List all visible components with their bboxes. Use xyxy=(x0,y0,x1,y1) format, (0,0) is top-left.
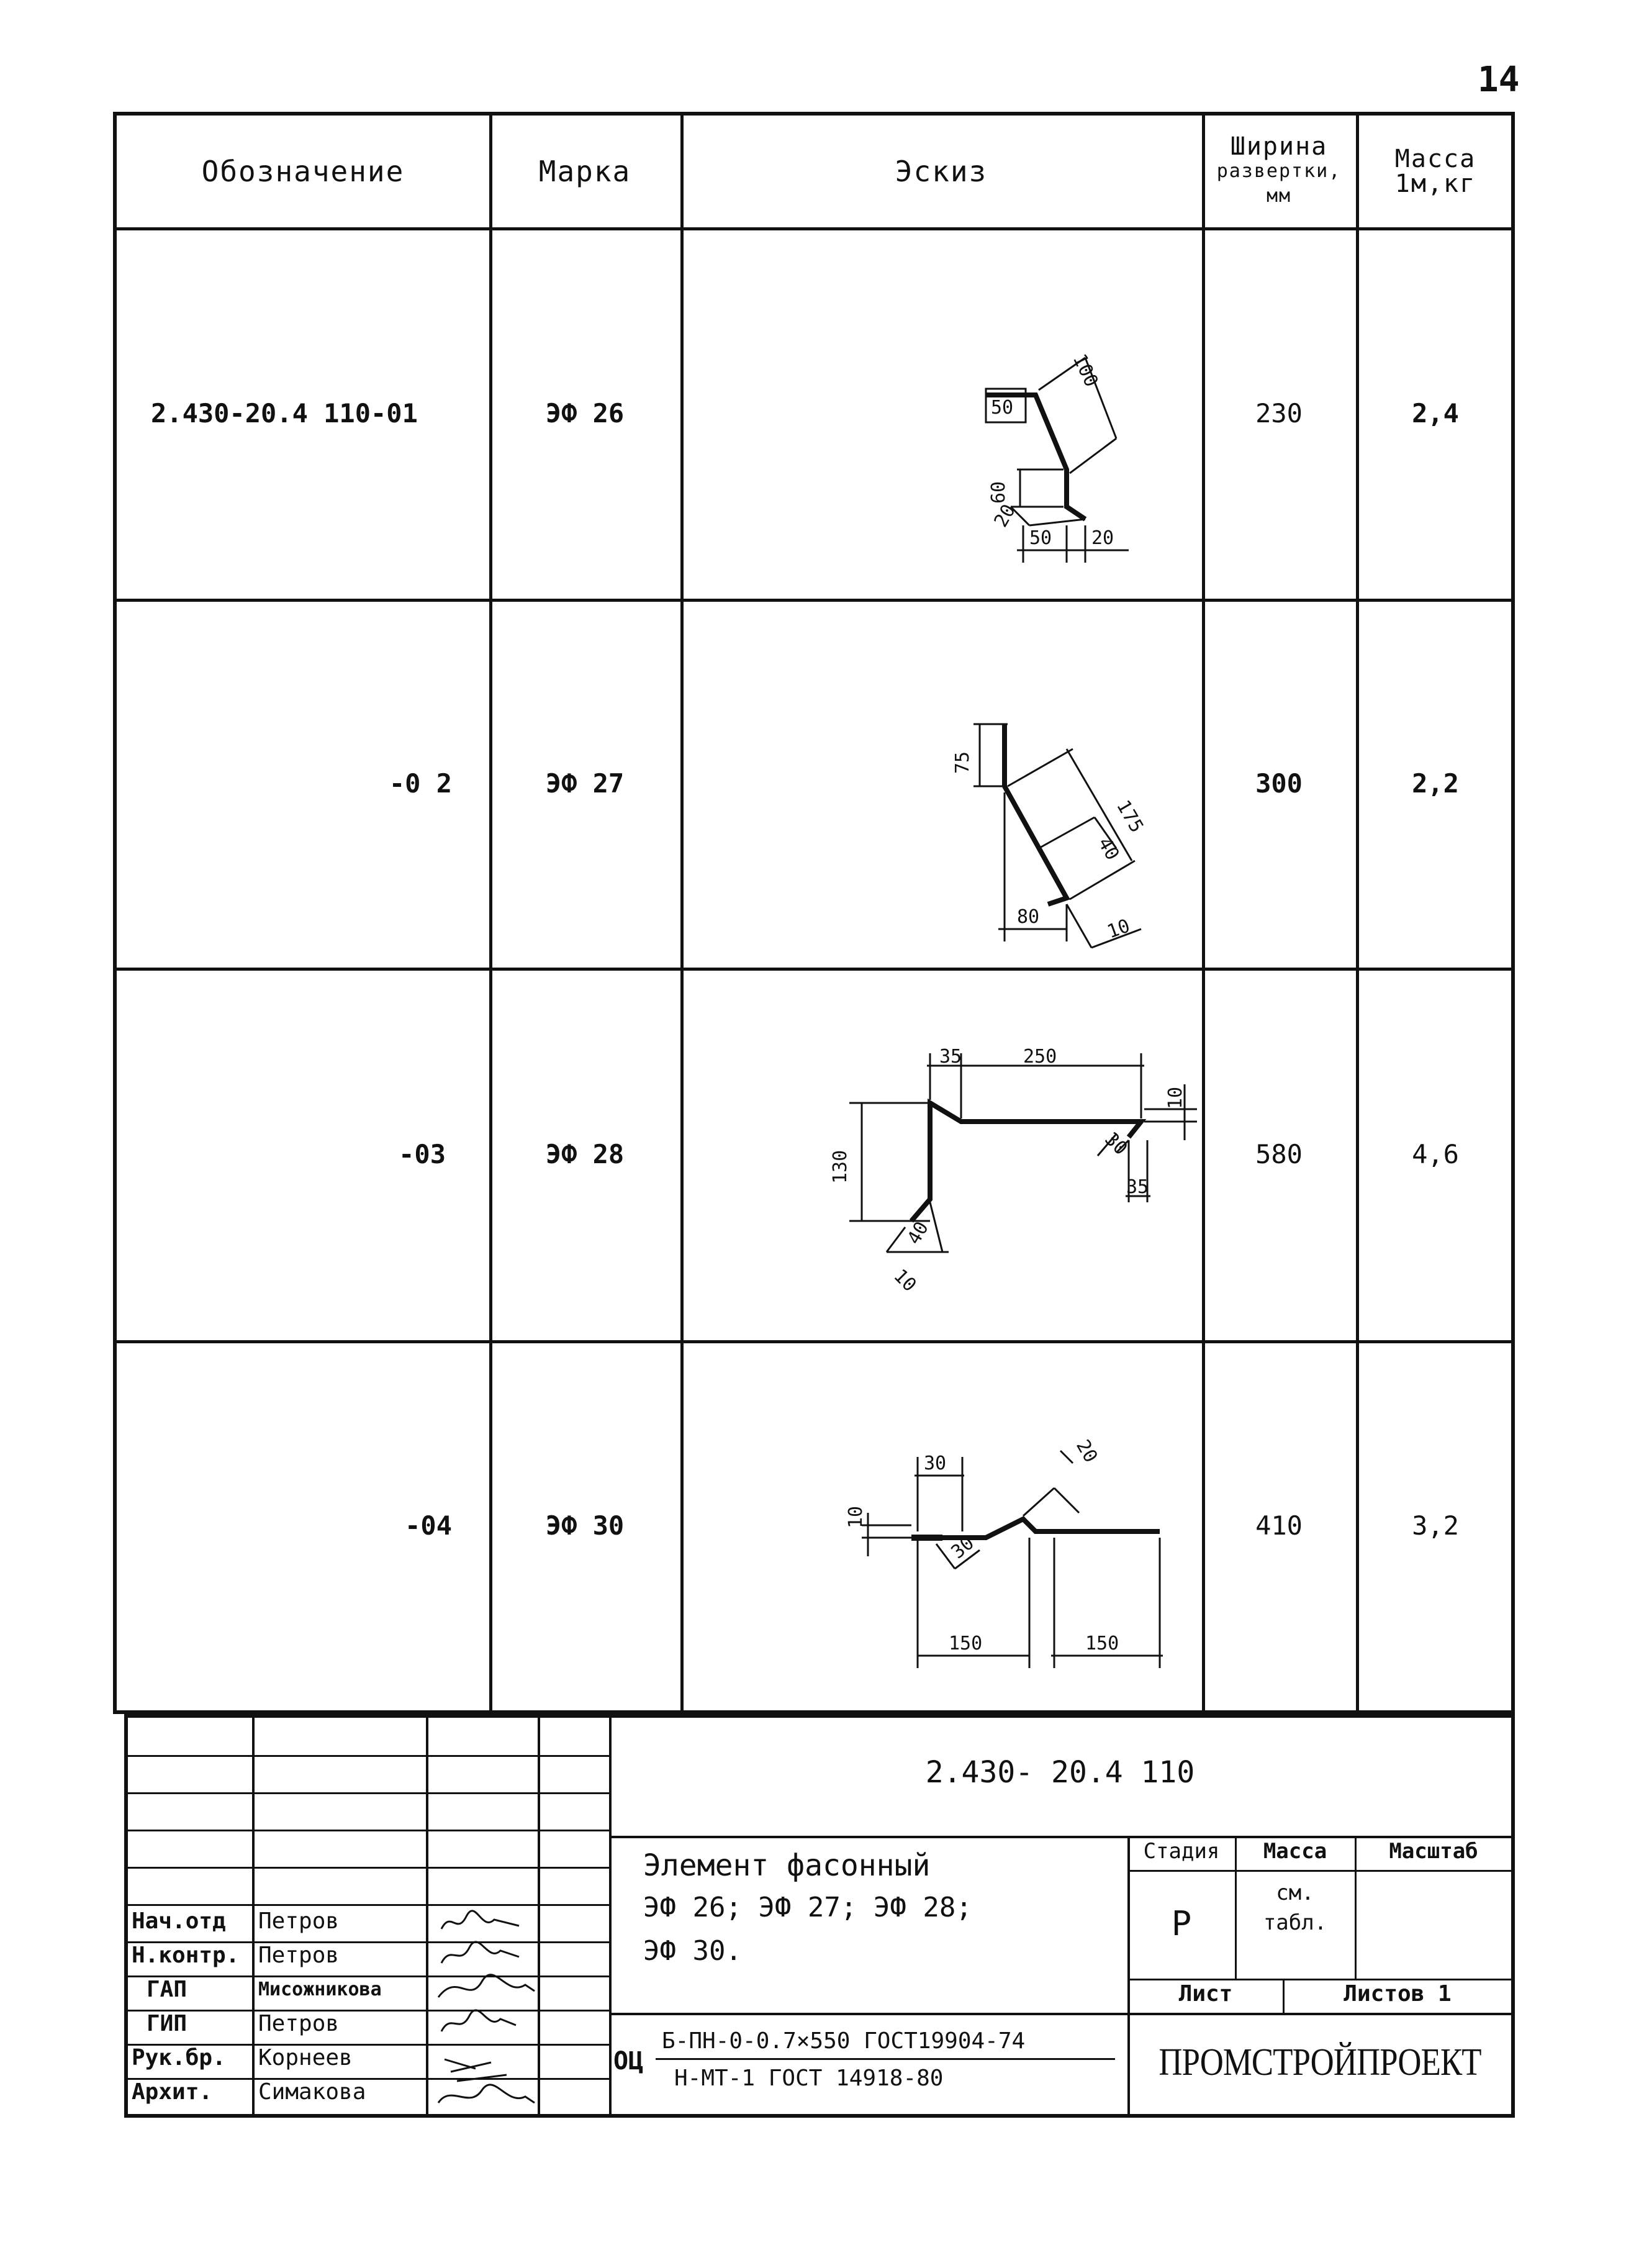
grid-line xyxy=(1127,1979,1511,1980)
grid-line xyxy=(426,1718,428,2114)
sig-name: Петров xyxy=(258,1943,340,1968)
sketch-ef27 xyxy=(880,662,1216,960)
sig-role: Н.контр. xyxy=(132,1943,240,1968)
stage-label: Стадия xyxy=(1143,1839,1220,1864)
dim-label: 20 xyxy=(1091,527,1114,549)
row1-designation: 2.430-20.4 110-01 xyxy=(151,397,418,429)
row2-mark: ЭФ 27 xyxy=(545,768,625,799)
dim-label: 20 xyxy=(990,501,1020,531)
dim-label: 20 xyxy=(1072,1436,1102,1467)
doc-code: 2.430- 20.4 110 xyxy=(925,1755,1195,1790)
dim-label: 35 xyxy=(939,1046,962,1068)
sig-role: Архит. xyxy=(132,2079,213,2105)
dim-label: 40 xyxy=(903,1218,933,1248)
row1-mark: ЭФ 26 xyxy=(545,397,625,429)
grid-line xyxy=(609,1836,1511,1838)
header-sketch: Эскиз xyxy=(895,155,988,188)
doc-title-line2: ЭФ 26; ЭФ 27; ЭФ 28; xyxy=(643,1892,972,1923)
organization-name: ПРОМСТРОЙПРОЕКТ xyxy=(1159,2041,1481,2084)
stage-value: Р xyxy=(1171,1904,1192,1943)
sig-name: Симакова xyxy=(258,2079,366,2105)
sketch-ef30 xyxy=(800,1382,1222,1712)
header-mass-line2: 1м,кг xyxy=(1394,170,1476,198)
mass-value-line1: см. xyxy=(1276,1880,1314,1905)
sig-name: Мисожникова xyxy=(258,1979,382,2000)
row3-mark: ЭФ 28 xyxy=(545,1138,625,1169)
row3-width: 580 xyxy=(1255,1138,1303,1169)
dim-label: 10 xyxy=(1104,915,1133,943)
specification-table xyxy=(113,112,1515,1714)
sig-name: Петров xyxy=(258,1908,340,1934)
dim-label: 50 xyxy=(1029,527,1052,549)
mass-label: Масса xyxy=(1263,1839,1327,1864)
row1-width: 230 xyxy=(1255,397,1303,429)
grid-line xyxy=(1127,1836,1130,2114)
dim-label: 40 xyxy=(1093,833,1124,864)
sig-name: Петров xyxy=(258,2011,340,2036)
dim-label: 100 xyxy=(1068,350,1103,391)
row2-mass: 2,2 xyxy=(1412,768,1459,799)
sketch-ef28 xyxy=(812,1016,1222,1333)
dim-label: 75 xyxy=(952,751,973,774)
mass-value-line2: табл. xyxy=(1263,1910,1327,1935)
row4-width: 410 xyxy=(1255,1510,1303,1541)
page-number: 14 xyxy=(1478,60,1520,100)
row1-mass: 2,4 xyxy=(1412,397,1459,429)
grid-line xyxy=(252,1718,255,2114)
dim-label: 10 xyxy=(1165,1086,1186,1109)
sig-role: ГИП xyxy=(147,2011,187,2036)
header-width-line2: развертки, xyxy=(1216,160,1342,182)
grid-line xyxy=(128,1792,609,1794)
header-width-line3: мм xyxy=(1266,185,1292,207)
sig-role: Нач.отд xyxy=(132,1908,226,1934)
sig-name: Корнеев xyxy=(258,2045,353,2071)
row4-mass: 3,2 xyxy=(1412,1510,1459,1541)
dim-label: 10 xyxy=(889,1264,921,1297)
row2-designation: -0 2 xyxy=(389,768,452,799)
sig-role: Рук.бр. xyxy=(132,2045,226,2071)
sheet-label: Лист xyxy=(1178,1981,1233,2007)
header-width xyxy=(1202,116,1356,227)
header-mark: Марка xyxy=(538,155,631,188)
grid-line xyxy=(656,2058,1115,2060)
doc-title-line3: ЭФ 30. xyxy=(643,1935,742,1967)
grid-line xyxy=(128,1755,609,1757)
dim-label: 80 xyxy=(1017,906,1040,928)
dim-label: 50 xyxy=(991,397,1014,419)
material-prefix: ОЦ xyxy=(613,2047,644,2075)
grid-line xyxy=(538,1718,540,2114)
grid-line xyxy=(128,1830,609,1831)
dim-label: 30 xyxy=(947,1532,978,1564)
dim-label: 60 xyxy=(988,481,1009,504)
grid-line xyxy=(609,2013,1511,2015)
dim-label: 150 xyxy=(949,1633,983,1654)
row4-mark: ЭФ 30 xyxy=(545,1510,625,1541)
dim-label: 250 xyxy=(1023,1046,1057,1068)
grid-line xyxy=(128,1867,609,1869)
dim-label: 30 xyxy=(1100,1128,1132,1160)
header-mass-line1: Масса xyxy=(1394,145,1476,173)
dim-label: 30 xyxy=(924,1453,947,1474)
header-width-line1: Ширина xyxy=(1230,132,1328,161)
sig-role: ГАП xyxy=(147,1977,187,2002)
header-mass xyxy=(1356,116,1515,227)
dim-label: 150 xyxy=(1085,1633,1119,1654)
row4-designation: -04 xyxy=(405,1510,452,1541)
row3-mass: 4,6 xyxy=(1412,1138,1459,1169)
dim-label: 130 xyxy=(829,1150,851,1184)
material-line2: Н-МТ-1 ГОСТ 14918-80 xyxy=(674,2066,944,2091)
row2-width: 300 xyxy=(1255,768,1303,799)
header-designation: Обозначение xyxy=(201,155,405,188)
col-divider xyxy=(680,116,684,1710)
scale-label: Масштаб xyxy=(1389,1839,1478,1864)
doc-title-line1: Элемент фасонный xyxy=(643,1848,931,1883)
sheets-label: Листов 1 xyxy=(1344,1981,1452,2007)
sketch-ef26 xyxy=(936,320,1209,606)
material-line1: Б-ПН-0-0.7×550 ГОСТ19904-74 xyxy=(662,2028,1026,2054)
row3-designation: -03 xyxy=(399,1138,446,1169)
signature-scribbles xyxy=(432,1904,538,2114)
dim-label: 10 xyxy=(845,1505,867,1528)
title-block xyxy=(124,1714,1515,2118)
grid-line xyxy=(1127,1870,1511,1872)
dim-label: 35 xyxy=(1126,1176,1149,1198)
dim-label: 175 xyxy=(1112,796,1148,837)
